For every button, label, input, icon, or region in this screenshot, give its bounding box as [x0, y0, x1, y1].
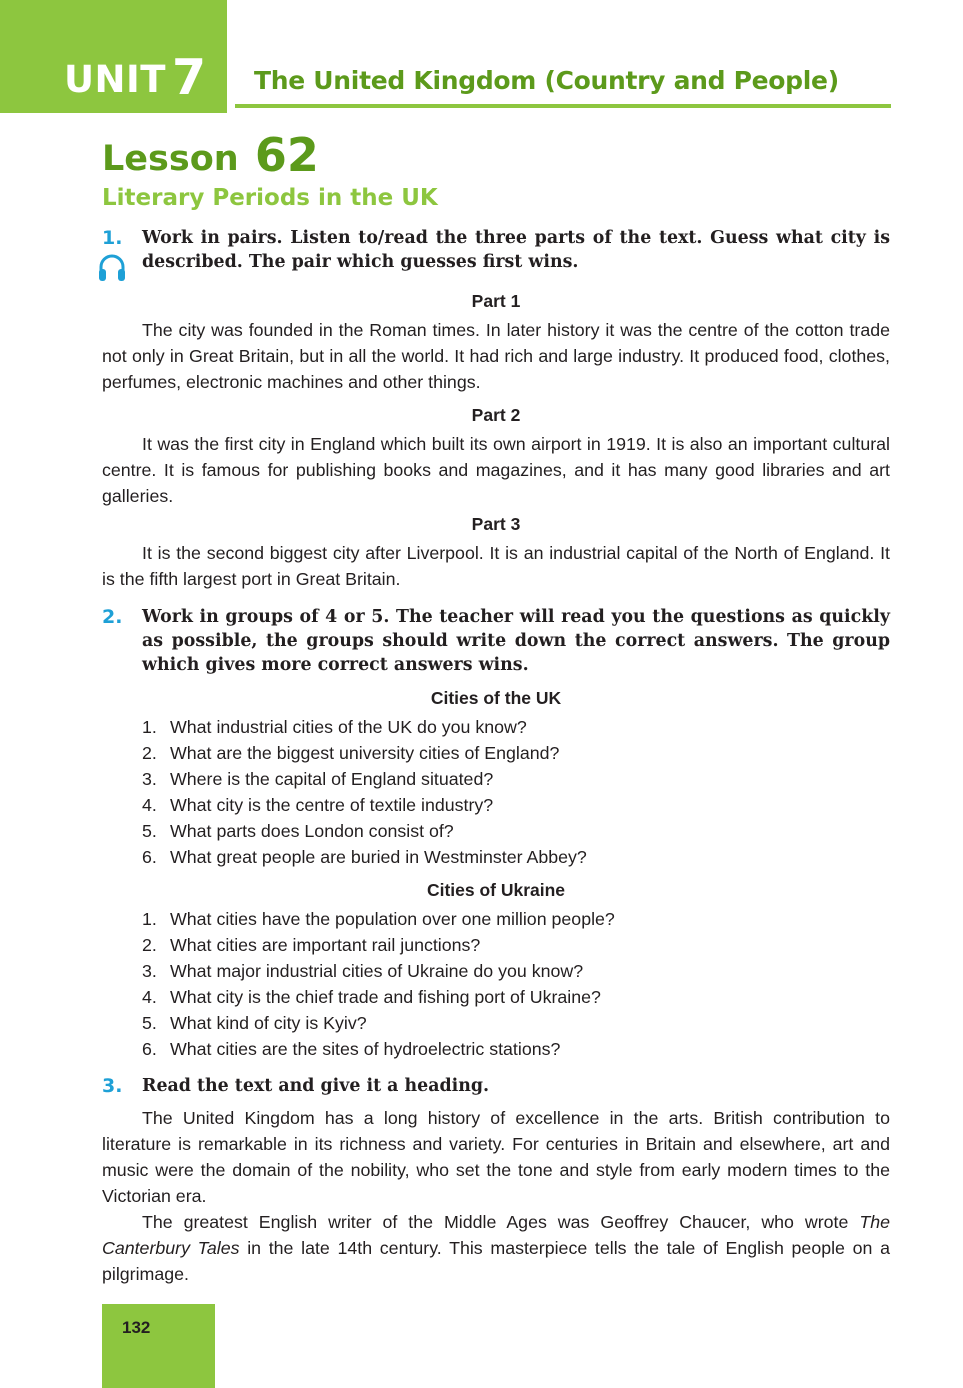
unit-title: The United Kingdom (Country and People) [254, 66, 839, 95]
paragraph-1-text: The United Kingdom has a long history of excellence in the arts. British contribution to literature is remarkable in its richness and variety. For centuries in Britain and elsewhere, art and music were the domain of the nobility, who set the tone and style from early modern times to the Victorian era. [102, 1108, 890, 1206]
question-text: What cities are important rail junctions? [170, 935, 481, 955]
part-2-heading: Part 2 [471, 405, 521, 425]
part-2-text-content: It was the first city in England which built its own airport in 1919. It is also an important cultural centre. It is famous for publishing books and magazines, and it has many good libraries and art galleries. [102, 434, 890, 506]
list-item [142, 818, 890, 844]
task-3-number: 3. [102, 1075, 123, 1097]
list-item [142, 1010, 890, 1036]
question-text: What major industrial cities of Ukraine do you know? [170, 961, 584, 981]
lesson-title [102, 126, 319, 188]
part-1-text [102, 317, 890, 395]
header-divider [235, 104, 891, 108]
paragraph-2-text-end: in the late 14th century. This masterpiece tells the tale of English people on a pilgrimage. [102, 1238, 890, 1284]
uk-questions-heading: Cities of the UK [430, 688, 562, 708]
question-number: 5. [142, 1013, 157, 1033]
list-item [142, 844, 890, 870]
ukraine-questions-heading: Cities of Ukraine [426, 880, 566, 900]
part-3-text-content: It is the second biggest city after Liverpool. It is an industrial capital of the North of England. It is the fifth largest port in Great Britain. [102, 543, 890, 589]
part-1-text-content: The city was founded in the Roman times. In later history it was the centre of the cotton trade not only in Great Britain, but in all the world. It had rich and large industry. It produced food, clothes, perfumes, electronic machines and other things. [102, 320, 890, 392]
unit-number: 7 [172, 49, 207, 106]
list-item [142, 932, 890, 958]
list-item [142, 1036, 890, 1062]
question-number: 6. [142, 1039, 157, 1059]
lesson-word: Lesson [102, 139, 239, 179]
task-2-instruction: Work in groups of 4 or 5. The teacher will read you the questions as quickly as possible, the groups should write down the correct answers. The group which gives more correct answers wins. [142, 607, 890, 675]
question-number: 2. [142, 935, 157, 955]
unit-banner [0, 0, 227, 113]
question-number: 2. [142, 743, 157, 763]
unit-label [64, 49, 207, 106]
question-number: 3. [142, 961, 157, 981]
list-item [142, 714, 890, 740]
part-1-heading: Part 1 [471, 291, 521, 311]
question-text: What kind of city is Kyiv? [170, 1013, 367, 1033]
reading-paragraph-1 [102, 1105, 890, 1209]
task-1-number: 1. [102, 227, 123, 249]
list-item [142, 958, 890, 984]
question-number: 5. [142, 821, 157, 841]
headphones-icon [96, 252, 128, 284]
uk-question-list [142, 714, 890, 870]
question-number: 3. [142, 769, 157, 789]
question-number: 4. [142, 795, 157, 815]
list-item [142, 792, 890, 818]
unit-word: UNIT [64, 58, 167, 101]
part-3-heading: Part 3 [471, 514, 521, 534]
list-item [142, 740, 890, 766]
question-number: 1. [142, 909, 157, 929]
question-text: What city is the centre of textile industry? [170, 795, 494, 815]
task-2-number: 2. [102, 606, 123, 628]
task-3-instruction: Read the text and give it a heading. [142, 1076, 490, 1096]
page-number: 132 [122, 1318, 151, 1337]
question-text: What industrial cities of the UK do you know? [170, 717, 527, 737]
question-text: What city is the chief trade and fishing port of Ukraine? [170, 987, 601, 1007]
question-number: 6. [142, 847, 157, 867]
task-1-instruction: Work in pairs. Listen to/read the three parts of the text. Guess what city is described. The pair which guesses first wins. [142, 228, 890, 272]
question-text: What cities are the sites of hydroelectric stations? [170, 1039, 561, 1059]
question-text: What are the biggest university cities of England? [170, 743, 560, 763]
list-item [142, 984, 890, 1010]
question-text: Where is the capital of England situated? [170, 769, 494, 789]
question-text: What great people are buried in Westminster Abbey? [170, 847, 587, 867]
list-item [142, 766, 890, 792]
question-text: What cities have the population over one million people? [170, 909, 615, 929]
list-item [142, 906, 890, 932]
question-number: 4. [142, 987, 157, 1007]
reading-paragraph-2 [102, 1209, 890, 1287]
question-number: 1. [142, 717, 157, 737]
book-title: The Canterbury Tales [102, 1212, 890, 1258]
part-2-text [102, 431, 890, 509]
lesson-number: 62 [254, 128, 319, 182]
part-3-text [102, 540, 890, 592]
paragraph-2-text-start: The greatest English writer of the Middle Ages was Geoffrey Chaucer, who wrote [142, 1212, 860, 1232]
ukraine-question-list [142, 906, 890, 1062]
question-text: What parts does London consist of? [170, 821, 454, 841]
lesson-subtitle: Literary Periods in the UK [102, 185, 438, 211]
page-number-tab [102, 1304, 215, 1388]
